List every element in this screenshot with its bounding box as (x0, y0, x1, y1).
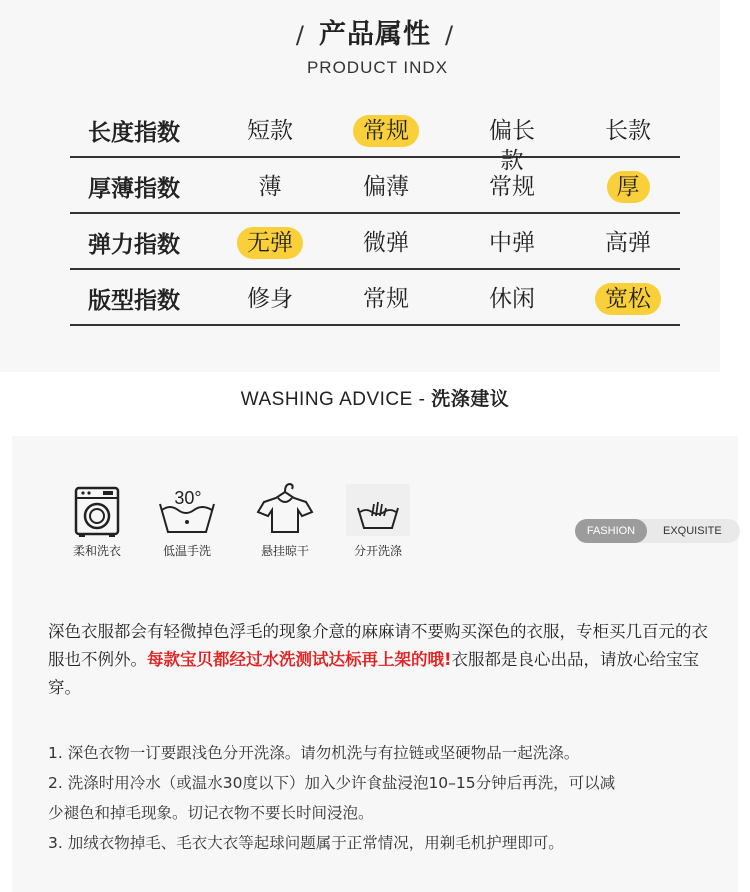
washing-machine-care (52, 486, 142, 559)
row-label: 厚薄指数 (88, 176, 180, 202)
option-selected: 宽松 (595, 283, 661, 315)
option: 中弹 (489, 230, 535, 256)
product-index-title: / 产品属性 / (295, 19, 455, 50)
option: 偏薄 (363, 174, 409, 200)
option-selected: 无弹 (237, 227, 303, 259)
option: 微弹 (363, 230, 409, 256)
washing-note-paragraph: 深色衣服都会有轻微掉色浮毛的现象介意的麻麻请不要购买深色的衣服，专柜买几百元的衣服也不例外。每款宝贝都经过水洗测试达标再上架的哦!衣服都是良心出品，请放心给宝宝穿。 (48, 622, 708, 697)
low-temp-handwash-care (142, 486, 232, 559)
washing-machine-icon (73, 486, 121, 538)
hand-wash-30-icon (154, 486, 220, 538)
option: 常规 (489, 174, 535, 200)
option: 修身 (247, 286, 293, 312)
product-index-subtitle: PRODUCT INDX (306, 58, 449, 77)
separate-wash-icon (344, 482, 412, 538)
row-label: 版型指数 (88, 288, 180, 314)
option: 长款 (605, 118, 651, 144)
option: 休闲 (489, 286, 535, 312)
option: 高弹 (605, 230, 651, 256)
exquisite-tag: EXQUISITE (663, 525, 722, 537)
washing-rules-list (48, 738, 728, 858)
option: 短款 (247, 118, 293, 144)
icon-label: 柔和洗衣 (72, 544, 121, 558)
row-label: 弹力指数 (88, 232, 180, 258)
option-selected: 厚 (607, 171, 650, 203)
title-text: 产品属性 (319, 19, 431, 50)
fashion-tag: FASHION (575, 519, 647, 543)
option: 薄 (258, 174, 282, 200)
rule-item: 1. 深色衣物一订要跟浅色分开洗涤。请勿机洗与有拉链或坚硬物品一起洗涤。 (48, 744, 580, 762)
option: 偏长款 (489, 118, 535, 174)
hang-dry-icon (254, 480, 316, 538)
icon-label: 悬挂晾干 (260, 544, 309, 558)
rule-item: 2. 洗涤时用冷水（或温水30度以下）加入少许食盐浸泡10–15分钟后再洗，可以减 (48, 774, 616, 792)
washing-advice-title: WASHING ADVICE - 洗涤建议 (240, 388, 510, 410)
rule-item: 少褪色和掉毛现象。切记衣物不要长时间浸泡。 (48, 804, 374, 822)
index-row-length (70, 102, 680, 174)
temp-label: 30° (174, 488, 202, 508)
product-index-table (70, 102, 680, 326)
index-row-fit (70, 270, 680, 326)
hang-dry-care (240, 480, 330, 559)
fashion-exquisite-tag (575, 519, 740, 543)
separate-wash-care (333, 482, 423, 559)
option-selected: 常规 (353, 115, 419, 147)
option: 常规 (363, 286, 409, 312)
index-row-elasticity (70, 214, 680, 270)
icon-label: 低温手洗 (162, 544, 211, 558)
quality-highlight: 每款宝贝都经过水洗测试达标再上架的哦! (147, 650, 452, 669)
row-label: 长度指数 (88, 120, 180, 146)
rule-item: 3. 加绒衣物掉毛、毛衣大衣等起球问题属于正常情况，用剃毛机护理即可。 (48, 834, 564, 852)
icon-label: 分开洗涤 (353, 544, 402, 558)
index-row-thickness (70, 158, 680, 214)
